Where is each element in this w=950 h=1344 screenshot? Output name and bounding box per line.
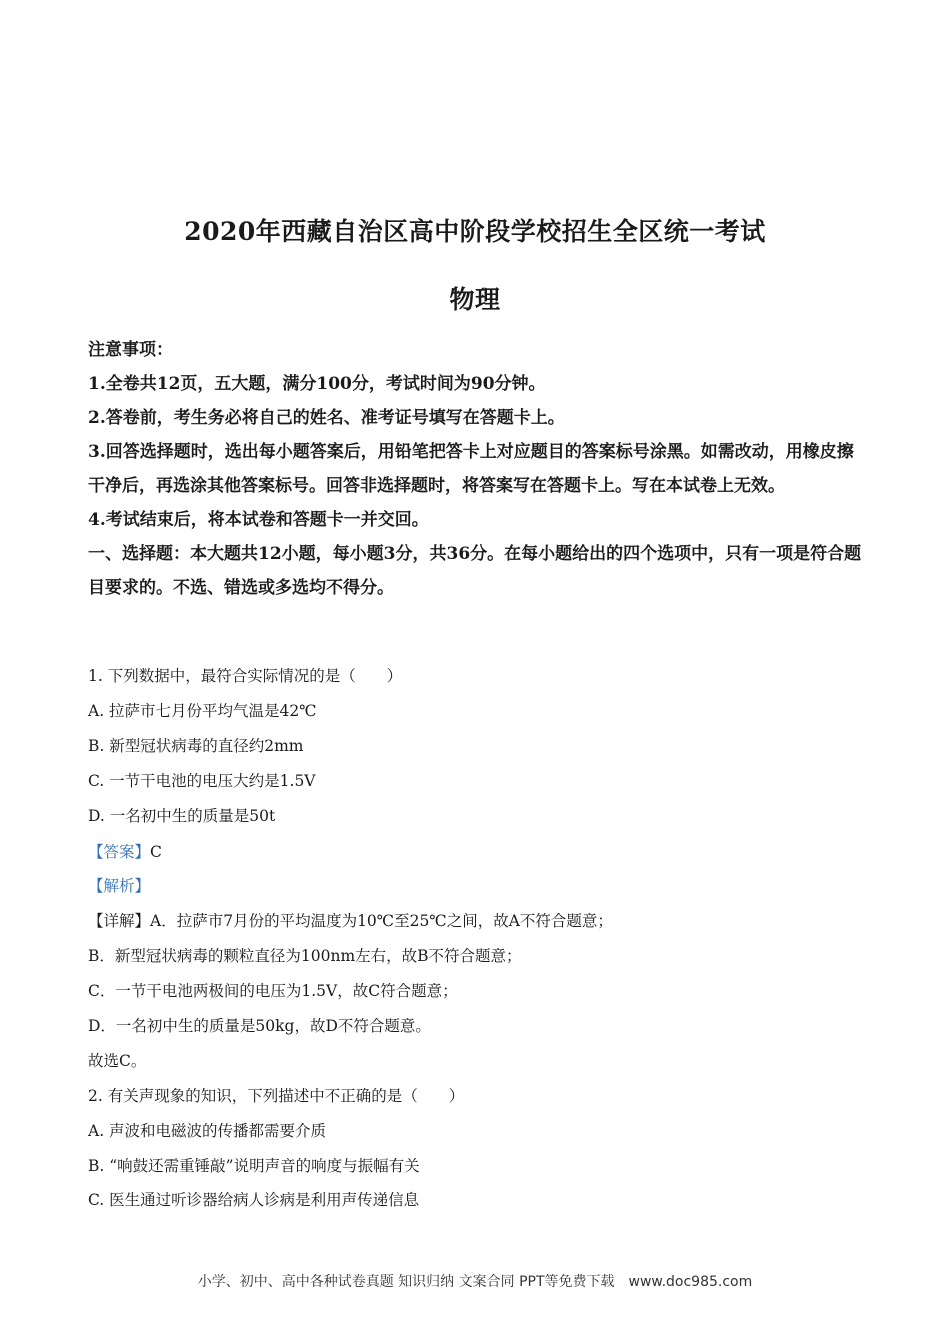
footer-ad: 小学、初中、高中各种试卷真题 知识归纳 文案合同 PPT等免费下载 www.doc985.com (197, 1274, 753, 1290)
q1-option-a: A. 拉萨市七月份平均气温是42℃ (88, 702, 317, 720)
notice-item: 3.回答选择题时，选出每小题答案后，用铅笔把答卡上对应题目的答案标号涂黑。如需改动，用橡皮擦干净后，再选涂其他答案标号。回答非选择题时，将答案写在答题卡上。写在本试卷上无效。 (88, 442, 854, 496)
analysis-line (88, 874, 888, 896)
notice-heading: 注意事项： (88, 340, 173, 360)
detail-line: D．一名初中生的质量是50kg，故D不符合题意。 (88, 1017, 431, 1035)
answer-value: C (150, 843, 162, 861)
detail-text: A．拉萨市7月份的平均温度为10℃至25℃之间，故A不符合题意； (150, 912, 613, 930)
detail-line: C．一节干电池两极间的电压为1.5V，故C符合题意； (88, 982, 458, 1000)
detail-tag: 【详解】 (88, 912, 151, 930)
q2-option-a: A. 声波和电磁波的传播都需要介质 (88, 1122, 327, 1140)
notice-item: 4.考试结束后，将本试卷和答题卡一并交回。 (88, 510, 429, 530)
q1-option-d: D. 一名初中生的质量是50t (88, 807, 276, 825)
analysis-tag: 【解析】 (88, 877, 151, 895)
notice-item: 1.全卷共12页，五大题，满分100分，考试时间为90分钟。 (88, 374, 546, 394)
question-2-stem: 2. 有关声现象的知识，下列描述中不正确的是（ ） (88, 1087, 465, 1105)
q2-option-b: B. “响鼓还需重锤敲”说明声音的响度与振幅有关 (88, 1157, 420, 1175)
section-heading: 一、选择题：本大题共12小题，每小题3分，共36分。在每小题给出的四个选项中，只有一项是符合题目要求的。不选、错选或多选均不得分。 (88, 544, 862, 598)
question-1-stem: 1. 下列数据中，最符合实际情况的是（ ） (88, 667, 403, 685)
detail-line: B．新型冠状病毒的颗粒直径为100nm左右，故B不符合题意； (88, 947, 522, 965)
subject-title: 物理 (449, 285, 501, 314)
q1-option-b: B. 新型冠状病毒的直径约2mm (88, 737, 304, 755)
detail-line (88, 909, 888, 931)
notice-item: 2.答卷前，考生务必将自己的姓名、准考证号填写在答题卡上。 (88, 408, 565, 428)
answer-line (88, 840, 888, 862)
q2-option-c: C. 医生通过听诊器给病人诊病是利用声传递信息 (88, 1191, 420, 1209)
q1-option-c: C. 一节干电池的电压大约是1.5V (88, 772, 316, 790)
notice-block (88, 333, 868, 605)
exam-title: 2020年西藏自治区高中阶段学校招生全区统一考试 (184, 217, 766, 246)
detail-conclusion: 故选C。 (88, 1052, 147, 1070)
answer-tag: 【答案】 (88, 843, 151, 861)
